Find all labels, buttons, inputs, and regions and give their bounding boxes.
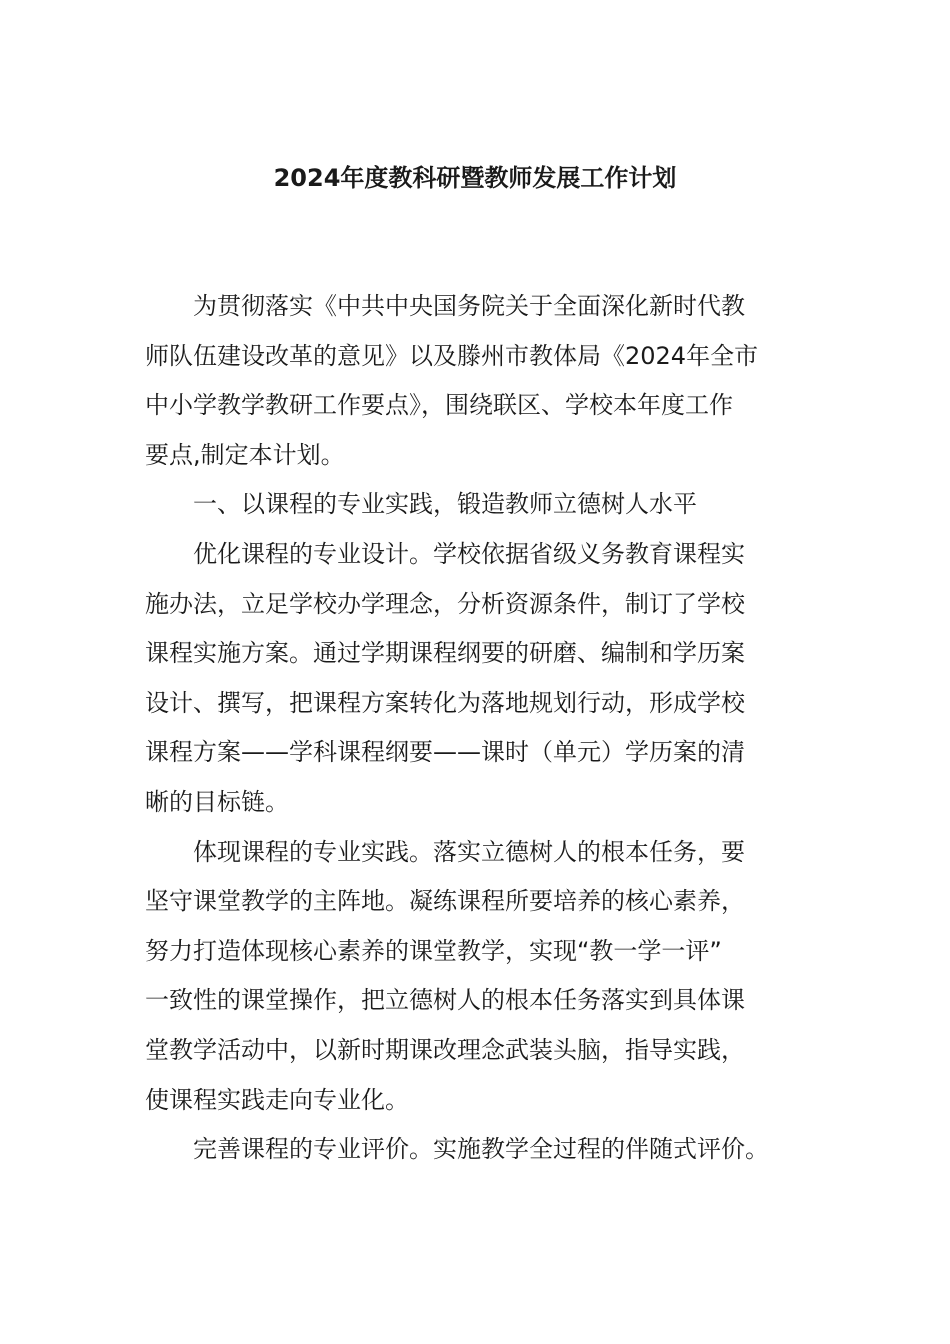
paragraph-design-line-5: 课程方案——学科课程纲要——课时（单元）学历案的清 — [145, 738, 745, 767]
paragraph-intro-line-1: 为贯彻落实《中共中央国务院关于全面深化新时代教 — [193, 292, 745, 320]
paragraph-design-line-1: 优化课程的专业设计。学校依据省级义务教育课程实 — [193, 539, 745, 568]
paragraph-practice-line-6: 使课程实践走向专业化。 — [145, 1085, 409, 1114]
paragraph-design-line-3: 课程实施方案。通过学期课程纲要的研磨、编制和学历案 — [145, 639, 745, 668]
document-title: 2024年度教科研暨教师发展工作计划 — [273, 164, 677, 192]
section-heading-1: 一、以课程的专业实践，锻造教师立德树人水平 — [193, 490, 697, 519]
paragraph-design-line-4: 设计、撰写，把课程方案转化为落地规划行动，形成学校 — [145, 688, 745, 717]
paragraph-practice-line-3: 努力打造体现核心素养的课堂教学，实现“教一学一评” — [145, 936, 722, 965]
paragraph-intro-line-2: 师队伍建设改革的意见》以及滕州市教体局《2024年全市 — [145, 341, 759, 370]
paragraph-practice-line-5: 堂教学活动中，以新时期课改理念武装头脑，指导实践， — [145, 1035, 745, 1064]
paragraph-practice-line-1: 体现课程的专业实践。落实立德树人的根本任务，要 — [193, 837, 745, 866]
paragraph-intro-line-3: 中小学教学教研工作要点》，围绕联区、学校本年度工作 — [145, 391, 733, 420]
paragraph-evaluation-line-1: 完善课程的专业评价。实施教学全过程的伴随式评价。 — [193, 1135, 769, 1164]
paragraph-design-line-6: 晰的目标链。 — [145, 787, 289, 816]
paragraph-practice-line-2: 坚守课堂教学的主阵地。凝练课程所要培养的核心素养， — [145, 887, 745, 916]
paragraph-design-line-2: 施办法，立足学校办学理念，分析资源条件，制订了学校 — [145, 589, 745, 618]
paragraph-practice-line-4: 一致性的课堂操作，把立德树人的根本任务落实到具体课 — [145, 986, 745, 1015]
document-body — [145, 282, 810, 1175]
paragraph-intro-line-4: 要点,制定本计划。 — [145, 440, 345, 469]
